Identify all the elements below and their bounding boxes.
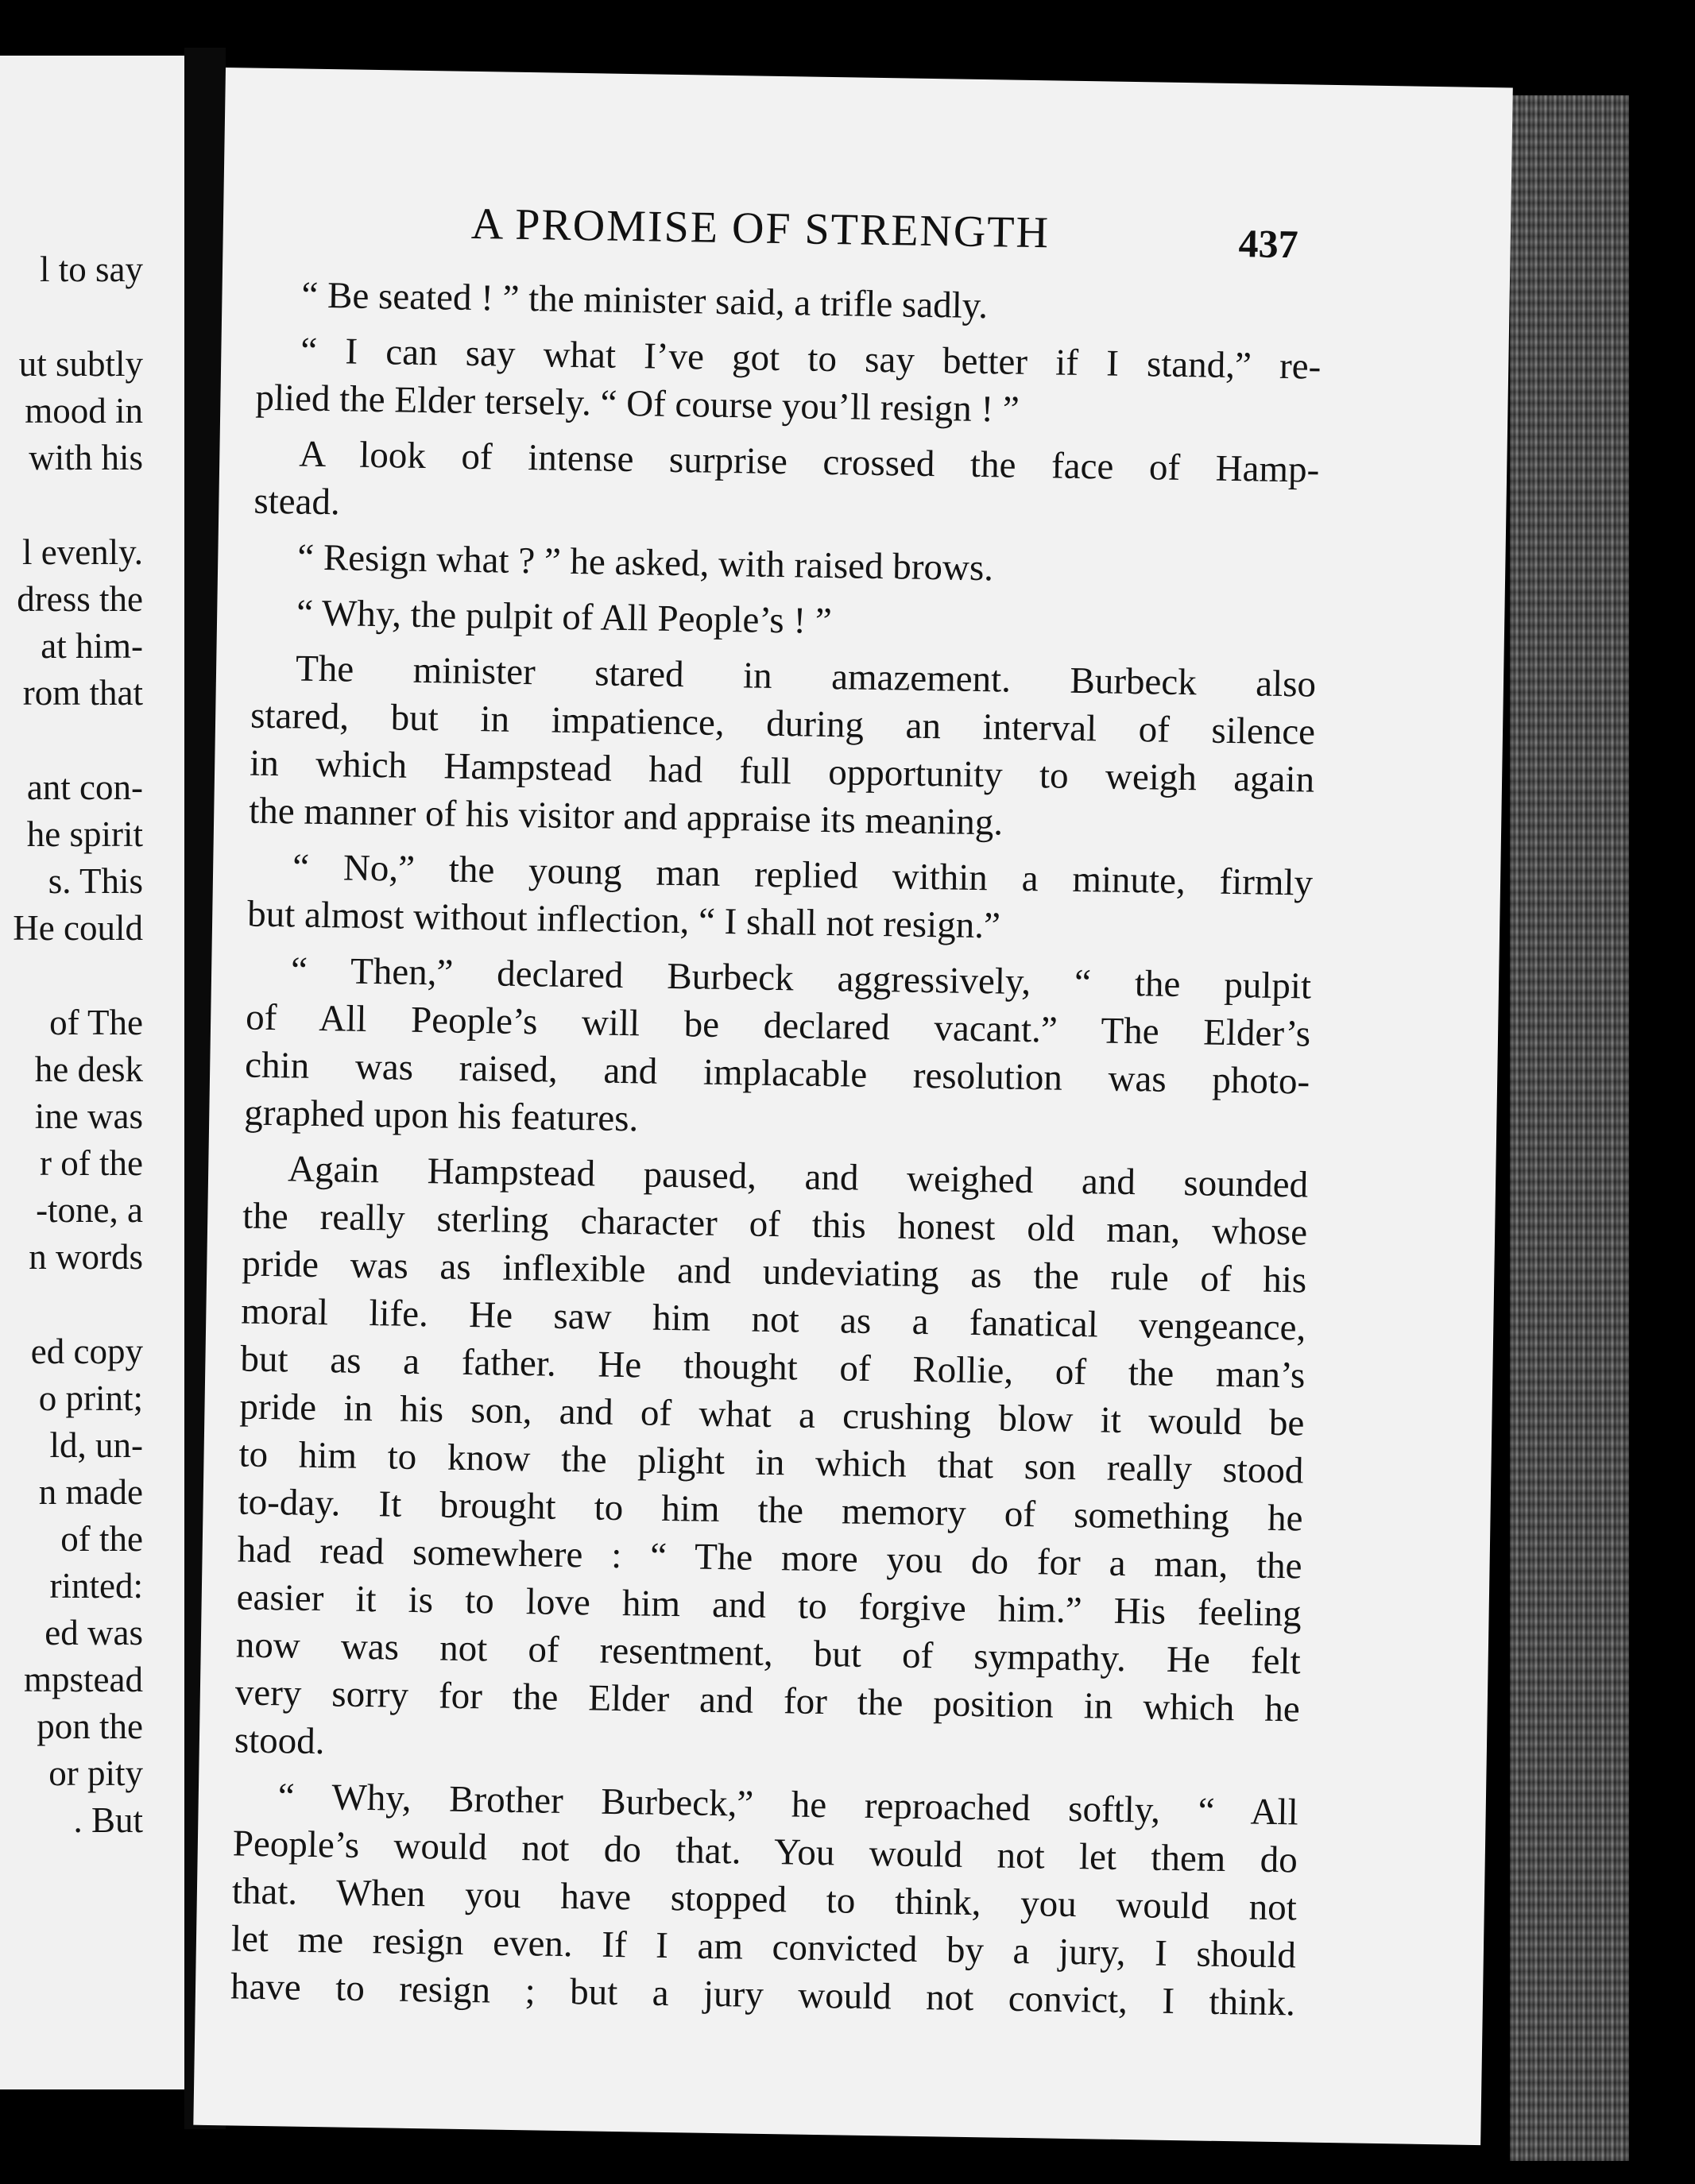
text-line: “ Be seated ! ” the minister said, a trifle sadly. [301, 274, 989, 327]
left-page-line [13, 1281, 143, 1328]
text-line: “ Why, Brother Burbeck,” he reproached softly, “ All [277, 1776, 1299, 1834]
text-line: People’s would not do that. You would not let them do [232, 1823, 1298, 1881]
page-header [223, 195, 1299, 275]
left-page-line: s. This [48, 861, 143, 901]
text-line: the manner of his visitor and appraise its meaning. [248, 790, 1004, 844]
text-line: pride in his son, and of what a crushing blow it would be [239, 1386, 1305, 1444]
left-page-line: l evenly. [21, 532, 143, 572]
left-page-line: of the [60, 1519, 143, 1559]
left-page-line: dress the [17, 579, 143, 619]
left-page-line: he desk [34, 1049, 143, 1089]
left-page-line: pon the [37, 1707, 143, 1746]
text-line: stared, but in impatience, during an interval of silence [250, 694, 1316, 753]
left-page-line: or pity [48, 1753, 143, 1793]
text-line: the really sterling character of this honest old man, whose [242, 1195, 1308, 1254]
text-line: stood. [234, 1719, 325, 1763]
text-line: of All People’s will be declared vacant.” The Elder’s [245, 996, 1311, 1055]
text-line: pride was as inflexible and undeviating as the rule of his [241, 1243, 1307, 1301]
left-page-line [13, 717, 143, 764]
left-page-line: r of the [40, 1143, 143, 1183]
left-page-line: mood in [25, 391, 143, 431]
text-line: have to resign ; but a jury would not convict, I think. [230, 1966, 1296, 2024]
left-page-text [13, 246, 143, 1844]
left-page-line: ed copy [30, 1332, 143, 1371]
left-facing-page [0, 56, 188, 2089]
left-page-line: n made [38, 1472, 143, 1512]
left-page-line: . But [73, 1800, 143, 1840]
left-page-line: ut subtly [18, 344, 143, 384]
left-page-line: mpstead [24, 1660, 143, 1699]
left-page-line: rinted: [49, 1566, 143, 1606]
left-page-line: ed was [45, 1613, 143, 1652]
left-page-line: n words [29, 1237, 143, 1277]
text-line: to-day. It brought to him the memory of something he [238, 1481, 1303, 1540]
left-page-line: he spirit [26, 814, 143, 854]
text-line: chin was raised, and implacable resolution was photo- [244, 1044, 1310, 1103]
left-page-line [13, 481, 143, 529]
text-line: had read somewhere : “ The more you do for a man, the [237, 1529, 1302, 1587]
left-page-line: l to say [40, 249, 143, 289]
left-page-line [13, 952, 143, 999]
left-page-line: ld, un- [49, 1425, 143, 1465]
left-page-line [13, 293, 143, 341]
running-head: A PROMISE OF STRENGTH [470, 199, 1051, 258]
left-page-line: ant con- [26, 767, 143, 807]
text-line: graphed upon his features. [243, 1092, 639, 1140]
text-line: easier it is to love him and to forgive him.” His feeling [236, 1576, 1302, 1635]
main-page [193, 68, 1512, 2145]
text-line: stead. [253, 480, 341, 524]
text-line: The minister stared in amazement. Burbeck also [295, 647, 1317, 705]
left-page-line: He could [13, 908, 143, 948]
page-number: 437 [1238, 221, 1299, 267]
page-edges [1510, 95, 1629, 2161]
text-line: now was not of resentment, but of sympathy. He felt [235, 1624, 1302, 1683]
text-line: that. When you have stopped to think, you would not [231, 1870, 1298, 1929]
text-line: very sorry for the Elder and for the position in which he [234, 1672, 1301, 1730]
body-text [230, 271, 1322, 2027]
left-page-line: with his [29, 438, 143, 477]
text-line: “ Then,” declared Burbeck aggressively, “ the pulpit [290, 949, 1312, 1007]
text-line: but almost without inflection, “ I shall not resign.” [246, 893, 1001, 947]
text-line: let me resign even. If I am convicted by a jury, I should [230, 1918, 1297, 1977]
text-line: moral life. He saw him not as a fanatical vengeance, [241, 1290, 1306, 1349]
left-page-line: ine was [34, 1096, 143, 1136]
left-page-line: rom that [22, 673, 143, 713]
text-line: A look of intense surprise crossed the face of Hamp- [298, 433, 1320, 491]
text-line: but as a father. He thought of Rollie, of the man’s [240, 1338, 1306, 1397]
left-page-line: o print; [38, 1378, 143, 1418]
text-line: “ Resign what ? ” he asked, with raised brows. [296, 536, 994, 589]
text-line: “ Why, the pulpit of All People’s ! ” [296, 592, 833, 643]
left-page-line: of The [49, 1003, 143, 1042]
text-line: Again Hampstead paused, and weighed and sounded [287, 1148, 1309, 1206]
text-line: to him to know the plight in which that son really stood [238, 1433, 1304, 1492]
text-line: “ I can say what I’ve got to say better if I stand,” re- [300, 330, 1322, 388]
left-page-line: at him- [41, 626, 143, 666]
text-line: plied the Elder tersely. “ Of course you’ll resign ! ” [255, 377, 1020, 431]
text-line: “ No,” the young man replied within a minute, firmly [292, 846, 1314, 904]
text-line: in which Hampstead had full opportunity to weigh again [249, 742, 1315, 801]
left-page-line: -tone, a [36, 1190, 143, 1230]
